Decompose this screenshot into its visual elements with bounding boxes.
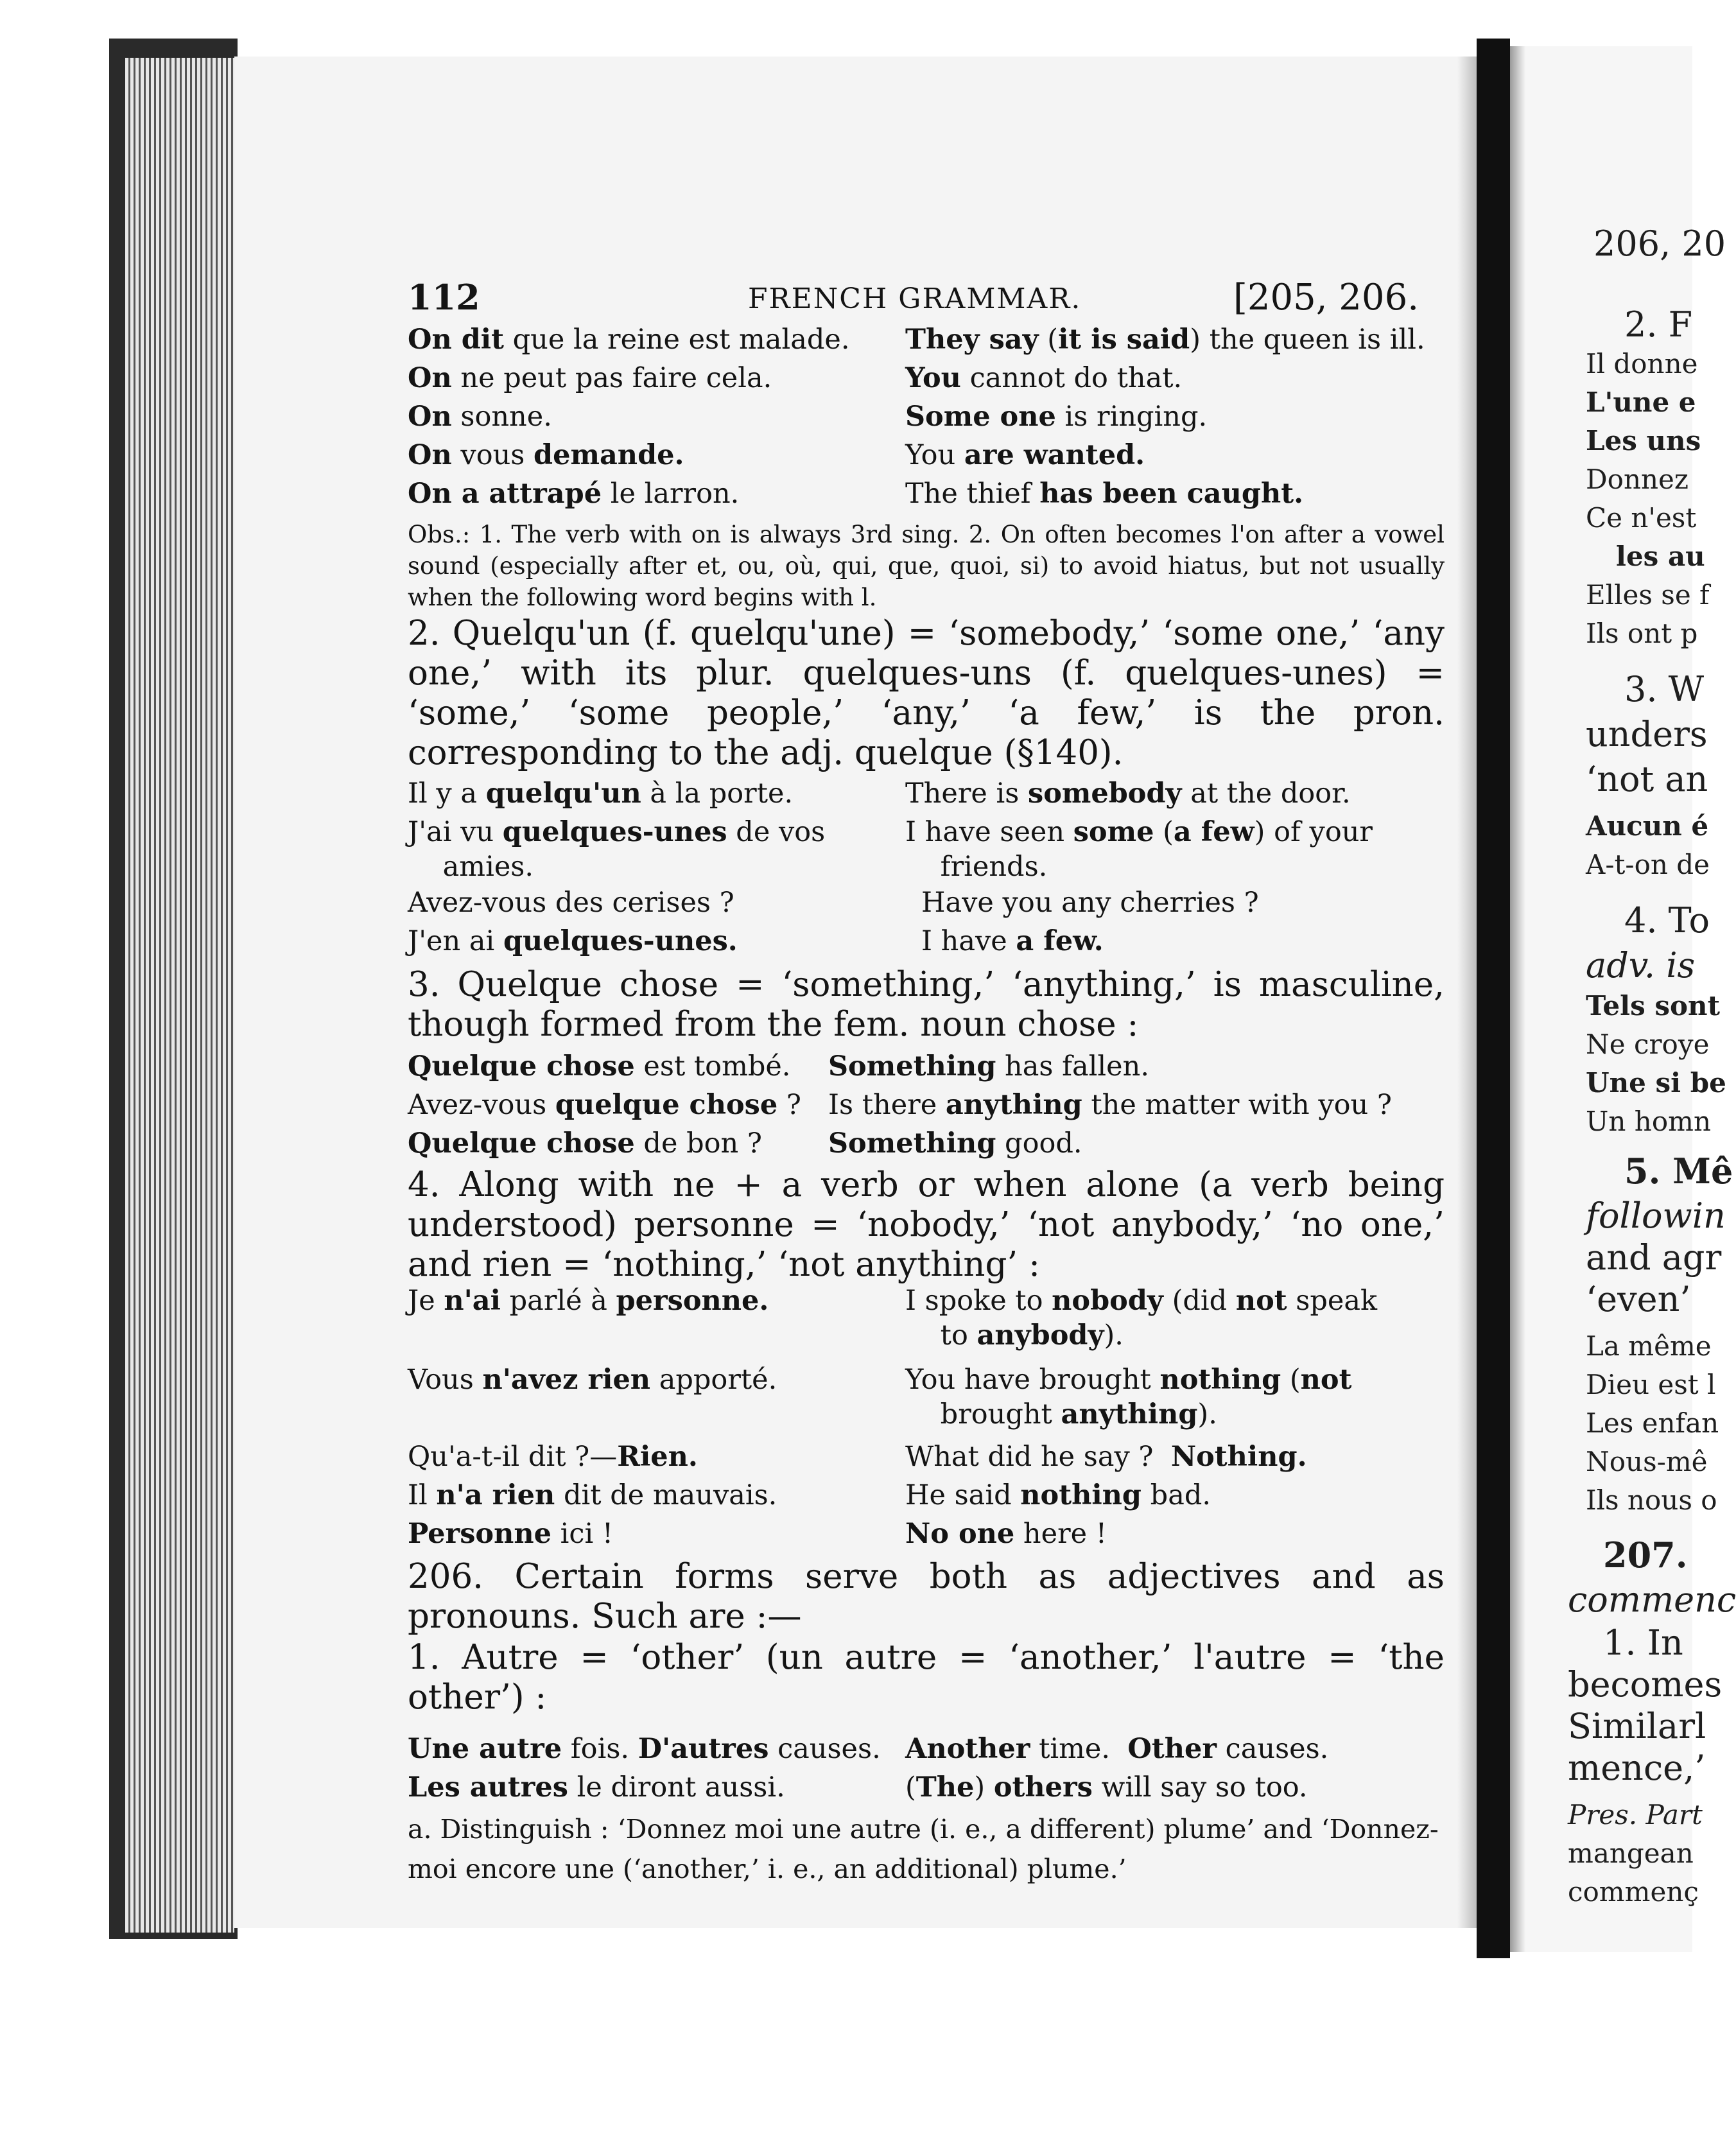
right-line: Aucun é: [1586, 810, 1709, 842]
right-line: mence,’: [1568, 1748, 1706, 1788]
right-line: 2. F: [1624, 304, 1693, 345]
right-header: 206, 20: [1593, 223, 1726, 264]
right-line: 207.: [1603, 1534, 1688, 1576]
right-line: commenc: [1568, 1579, 1736, 1620]
right-line: ‘not an: [1586, 759, 1708, 799]
example-french: On ne peut pas faire cela.: [408, 362, 772, 394]
right-line: Dieu est l: [1586, 1369, 1716, 1400]
right-line: Les enfan: [1586, 1407, 1719, 1439]
example-row: [408, 1363, 1445, 1440]
example-french: J'en ai quelques-unes.: [408, 925, 738, 957]
example-english: You are wanted.: [905, 439, 1145, 471]
example-french: Avez-vous des cerises ?: [408, 887, 734, 919]
right-page-fragment: [1510, 46, 1736, 1952]
right-line: Elles se f: [1586, 579, 1710, 611]
example-french: J'ai vu quelques-unes de vos amies.: [408, 816, 826, 883]
right-line: Les uns: [1586, 425, 1701, 456]
page-block-edges: [125, 58, 234, 1933]
example-english: Some one is ringing.: [905, 401, 1208, 433]
right-line: Ce n'est: [1586, 502, 1697, 534]
right-line: 1. In: [1603, 1622, 1683, 1663]
example-french: Quelque chose est tombé.: [408, 1050, 791, 1082]
paragraph-206: 206. Certain forms serve both as adjectives and as pronouns. Such are :—: [408, 1557, 1445, 1636]
right-line: 3. W: [1624, 669, 1705, 709]
right-line: les au: [1616, 541, 1705, 572]
right-line: and agr: [1586, 1237, 1722, 1278]
example-row: [408, 1050, 1445, 1088]
example-english: Something good.: [828, 1127, 1082, 1160]
example-french: Il n'a rien dit de mauvais.: [408, 1479, 777, 1511]
right-line: Donnez: [1586, 464, 1689, 495]
right-line: Tels sont: [1586, 990, 1720, 1021]
right-line: Similarl: [1568, 1706, 1706, 1746]
example-french: Il y a quelqu'un à la porte.: [408, 778, 794, 810]
right-line: Ils nous o: [1586, 1484, 1717, 1516]
right-line: Ne croye: [1586, 1029, 1710, 1060]
paragraph-206-autre: 1. Autre = ‘other’ (un autre = ‘another,’ l'autre = ‘the other’) :: [408, 1638, 1445, 1717]
right-line: ‘even’: [1586, 1279, 1691, 1319]
section-range: [205, 206.: [1233, 277, 1419, 318]
right-line: Ils ont p: [1586, 618, 1698, 649]
right-line: Il donne: [1586, 348, 1698, 379]
example-row: [408, 1127, 1445, 1165]
example-french: Vous n'avez rien apporté.: [408, 1364, 777, 1396]
example-row: [408, 1284, 1445, 1361]
example-english: No one here !: [905, 1518, 1107, 1550]
left-edge-shadow: [1510, 46, 1525, 1952]
example-row: [408, 400, 1445, 439]
example-english: I have seen some (a few) of your friends.: [905, 816, 1373, 883]
note-a: a. Distinguish : ‘Donnez moi une autre (i. e., a different) plume’ and ‘Donnez-moi encore une (‘another,’ i. e., an additional) plume.’: [408, 1814, 1439, 1884]
example-english: Another time. Other causes.: [905, 1733, 1329, 1765]
example-english: Have you any cherries ?: [921, 887, 1259, 919]
example-english: There is somebody at the door.: [905, 778, 1351, 810]
example-french: On a attrapé le larron.: [408, 478, 740, 510]
left-page: [234, 56, 1477, 1928]
example-row: [408, 777, 1445, 815]
right-line: 4. To: [1624, 900, 1710, 941]
example-french: Avez-vous quelque chose ?: [408, 1089, 801, 1121]
scan-border-top: [0, 0, 1692, 39]
example-row: [408, 361, 1445, 400]
example-english: The thief has been caught.: [905, 478, 1304, 510]
right-line: adv. is: [1586, 945, 1696, 986]
example-row: [408, 1440, 1445, 1479]
example-french: On vous demande.: [408, 439, 684, 471]
example-row: [408, 886, 1445, 925]
paragraph-personne-rien: 4. Along with ne + a verb or when alone (a verb being understood) personne = ‘nobody,’ ‘not anybody,’ ‘no one,’ and rien = ‘nothing,’ ‘not anything’ :: [408, 1165, 1445, 1284]
example-english: Something has fallen.: [828, 1050, 1149, 1082]
right-line: becomes: [1568, 1664, 1723, 1705]
page-number: 112: [408, 277, 480, 318]
example-english: I have a few.: [921, 925, 1104, 957]
example-row: [408, 1517, 1445, 1556]
example-french: Qu'a-t-il dit ?—Rien.: [408, 1441, 698, 1473]
example-row: [408, 815, 1445, 892]
example-english: Is there anything the matter with you ?: [828, 1089, 1392, 1121]
running-title: FRENCH GRAMMAR.: [748, 282, 1082, 315]
example-row: [408, 1771, 1445, 1809]
example-row: [408, 1479, 1445, 1517]
example-row: [408, 439, 1445, 477]
right-line: Une si be: [1586, 1067, 1726, 1099]
right-line: Pres. Part: [1568, 1799, 1703, 1830]
example-english: I spoke to nobody (did not speak to anybody).: [905, 1285, 1378, 1352]
example-french: On dit que la reine est malade.: [408, 324, 850, 356]
right-line: commenç: [1568, 1876, 1699, 1908]
right-line: unders: [1586, 714, 1708, 754]
example-english: What did he say ? Nothing.: [905, 1441, 1307, 1473]
obs-note: Obs.: 1. The verb with on is always 3rd sing. 2. On often becomes l'on after a vowel sound (especially after et, ou, où, qui, que, quoi, si) to avoid hiatus, but not usually when the following word begins with l.: [408, 521, 1445, 611]
example-english: You have brought nothing (not brought anything).: [905, 1364, 1352, 1430]
example-french: On sonne.: [408, 401, 552, 433]
right-line: Un homn: [1586, 1106, 1712, 1137]
example-row: [408, 925, 1445, 963]
right-line: Nous-mê: [1586, 1446, 1708, 1477]
example-row: [408, 477, 1445, 516]
example-english: He said nothing bad.: [905, 1479, 1211, 1511]
example-french: Je n'ai parlé à personne.: [408, 1285, 769, 1317]
right-line: followin: [1586, 1195, 1726, 1236]
right-line: mangean: [1568, 1838, 1694, 1869]
right-line: 5. Mê: [1624, 1151, 1733, 1192]
center-gutter: [1477, 39, 1510, 1958]
example-french: Personne ici !: [408, 1518, 614, 1550]
example-row: [408, 1088, 1445, 1127]
example-row: [408, 323, 1445, 361]
right-line: La même: [1586, 1330, 1712, 1362]
paragraph-quelque-chose: 3. Quelque chose = ‘something,’ ‘anything,’ is masculine, though formed from the fem. noun chose :: [408, 965, 1445, 1044]
example-english: You cannot do that.: [905, 362, 1183, 394]
right-line: A-t-on de: [1586, 849, 1710, 880]
example-french: Quelque chose de bon ?: [408, 1127, 762, 1160]
example-french: Les autres le diront aussi.: [408, 1771, 785, 1804]
example-english: They say (it is said) the queen is ill.: [905, 324, 1425, 356]
example-row: [408, 1732, 1445, 1771]
paragraph-quelquun: 2. Quelqu'un (f. quelqu'une) = ‘somebody,’ ‘some one,’ ‘any one,’ with its plur. quelques-uns (f. quelques-unes) = ‘some,’ ‘some people,’ ‘any,’ ‘a few,’ is the pron. corresponding to the adj. quelque (§140).: [408, 614, 1445, 772]
example-french: Une autre fois. D'autres causes.: [408, 1733, 881, 1765]
right-edge-shadow: [1457, 56, 1477, 1928]
example-english: (The) others will say so too.: [905, 1771, 1308, 1804]
right-line: L'une e: [1586, 387, 1696, 418]
